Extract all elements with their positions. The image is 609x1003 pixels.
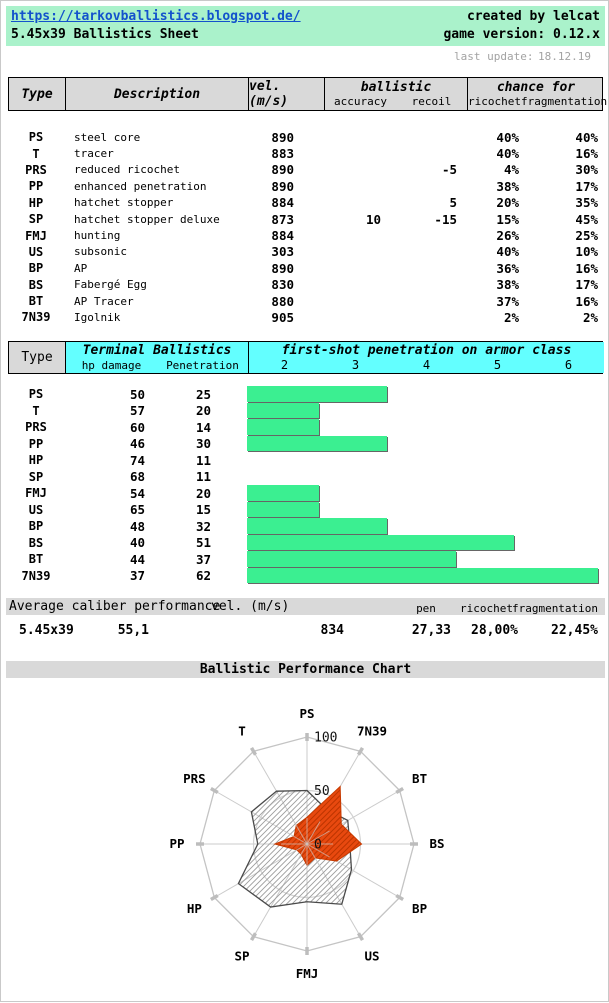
armor-class-numbers [249,359,604,372]
last-update-label: last update: [454,50,534,63]
cell-type: PP [28,436,44,451]
penetration-bar-track [247,386,600,403]
radar-tick-100: 100 [314,730,338,746]
cell-ricochet: 37% [496,293,519,309]
cell-type: BS [28,277,44,292]
cell-hp-damage: 65 [129,502,145,518]
terminal-row [8,551,609,568]
type2-header: Type [21,350,53,365]
cell-description: hatchet stopper deluxe [74,212,220,226]
type-header: Type [21,86,53,102]
cell-vel: 890 [271,162,294,178]
cell-penetration: 20 [195,403,211,419]
cell-vel: 905 [271,309,294,325]
ammo-table-rows [8,129,603,326]
penetration-bar-track [247,403,600,420]
chart-title-band [6,661,605,678]
cell-description: reduced ricochet [74,163,180,177]
average-label: Average caliber performance [9,599,221,614]
cell-hp-damage: 74 [129,452,145,468]
cell-fragmentation: 25% [575,228,598,244]
cell-type: PS [28,387,44,402]
col-type [9,78,65,110]
penetration-bar-track [247,518,600,535]
cell-penetration: 51 [195,535,211,551]
cell-type: 7N39 [21,310,51,325]
terminal-ballistics-header: Terminal Ballistics [82,343,232,358]
cell-vel: 830 [271,277,294,293]
cell-accuracy: 10 [365,211,381,227]
cell-type: HP [28,195,44,210]
cell-description: AP [74,261,88,275]
chance-subheaders [468,95,608,108]
terminal-row [8,568,609,585]
average-performance-values [1,623,609,639]
cell-type: T [32,403,40,418]
penetration-bar [247,436,387,452]
ammo-row [8,260,603,276]
cell-description: AP Tracer [74,294,134,308]
ammo-row [8,129,603,145]
armor-class-6: 6 [564,358,573,372]
cell-description: hunting [74,229,121,243]
penetration-bar-track [247,469,600,486]
cell-fragmentation: 30% [575,162,598,178]
radar-label-SP: SP [234,948,250,964]
cell-ricochet: 4% [503,162,519,178]
terminal-row [8,469,609,486]
cell-fragmentation: 16% [575,146,598,162]
cell-fragmentation: 16% [575,293,598,309]
ammo-row [8,277,603,293]
armor-class-2: 2 [280,358,289,372]
average-fragmentation-label: fragmentation [511,602,599,615]
cell-type: 7N39 [21,568,51,583]
cell-type: HP [28,453,44,468]
cell-penetration: 11 [195,469,211,485]
caliber-value: 5.45x39 [19,623,74,638]
cell-type: BP [28,261,44,276]
penetration-bar-track [247,502,600,519]
ricochet-header: ricochet [468,95,521,108]
cell-description: enhanced penetration [74,179,207,193]
penetration-bar [247,502,319,518]
first-shot-header: first-shot penetration on armor class [281,343,572,358]
cell-ricochet: 40% [496,244,519,260]
ammo-row [8,162,603,178]
cell-hp-damage: 40 [129,535,145,551]
cell-type: BP [28,519,44,534]
cell-ricochet: 38% [496,277,519,293]
cell-recoil: -5 [441,162,457,178]
radar-label-7N39: 7N39 [356,723,388,739]
cell-hp-damage: 57 [129,403,145,419]
radar-tick-0: 0 [314,837,322,853]
radar-chart [1,689,609,1003]
cell-hp-damage: 37 [129,568,145,584]
terminal-subheaders [66,359,248,372]
radar-label-FMJ: FMJ [295,966,319,981]
penetration-bar-track [247,485,600,502]
ammo-row [8,145,603,161]
cell-fragmentation: 16% [575,260,598,276]
armor-class-3: 3 [351,358,360,372]
average-pen-label: pen [416,602,436,615]
cell-vel: 880 [271,293,294,309]
terminal-row [8,419,609,436]
cell-recoil: -15 [434,211,457,227]
penetration-bar-track [247,535,600,552]
ammo-row [8,227,603,243]
average-ricochet-label: ricochet [460,602,513,615]
cell-penetration: 37 [195,551,211,567]
cell-vel: 884 [271,195,294,211]
penetration-bar [247,518,387,534]
cell-ricochet: 36% [496,260,519,276]
terminal-row [8,452,609,469]
penetration-bar-track [247,551,600,568]
avg-hp-value: 55,1 [117,623,149,638]
avg-vel-value: 834 [320,623,344,638]
cell-vel: 884 [271,228,294,244]
ammo-row [8,293,603,309]
sheet-title: 5.45x39 Ballistics Sheet [11,27,199,42]
terminal-row [8,403,609,420]
cell-hp-damage: 68 [129,469,145,485]
cell-description: Igolnik [74,310,121,324]
radar-label-US: US [364,948,380,964]
armor-class-5: 5 [493,358,502,372]
terminal-row [8,485,609,502]
cell-ricochet: 40% [496,129,519,145]
cell-description: hatchet stopper [74,196,174,210]
terminal-row [8,518,609,535]
radar-label-BT: BT [412,771,428,786]
cell-type: BT [28,552,44,567]
cell-fragmentation: 35% [575,195,598,211]
ammo-row [8,195,603,211]
cell-penetration: 14 [195,419,211,435]
cell-fragmentation: 17% [575,178,598,194]
cell-type: PRS [25,420,47,435]
radar-label-PS: PS [299,706,315,721]
cell-type: FMJ [25,486,47,501]
cell-vel: 873 [271,211,294,227]
description-header: Description [113,86,201,102]
ammo-row [8,244,603,260]
cell-ricochet: 38% [496,178,519,194]
cell-hp-damage: 44 [129,551,145,567]
cell-ricochet: 2% [503,309,519,325]
cell-type: SP [28,469,44,484]
radar-tick-50: 50 [314,784,330,799]
avg-fragmentation-value: 22,45% [551,623,598,638]
terminal-row [8,502,609,519]
col-first-shot [248,342,604,373]
cell-description: Fabergé Egg [74,278,147,292]
penetration-bar-track [247,436,600,453]
cell-type: PRS [25,162,47,177]
col-type2 [9,342,65,373]
cell-penetration: 11 [195,452,211,468]
avg-pen-value: 27,33 [411,623,451,638]
header-left [11,8,301,44]
armor-class-4: 4 [422,358,431,372]
ammo-table-header [8,77,608,111]
cell-vel: 890 [271,260,294,276]
penetration-bar-track [247,568,600,585]
ballistic-header: ballistic [360,80,432,95]
cell-fragmentation: 17% [575,277,598,293]
penetration-bar-track [247,452,600,469]
chart-title: Ballistic Performance Chart [199,662,412,677]
cell-type: US [28,502,44,517]
cell-hp-damage: 54 [129,485,145,501]
chance-for-header: chance for [496,80,576,95]
sheet-header [6,6,605,46]
ammo-row [8,178,603,194]
cell-description: subsonic [74,245,127,259]
cell-description: steel core [74,130,141,144]
ammo-row [8,309,603,325]
cell-hp-damage: 48 [129,518,145,534]
cell-hp-damage: 50 [129,386,145,402]
cell-fragmentation: 40% [575,129,598,145]
radar-label-PP: PP [169,836,185,851]
cell-vel: 883 [271,146,294,162]
penetration-bar [247,386,387,402]
penetration-bar [247,551,456,567]
radar-label-BS: BS [429,836,445,851]
header-right [443,8,600,44]
recoil-header: recoil [411,95,452,108]
cell-fragmentation: 45% [575,211,598,227]
penetration-bar [247,485,319,501]
cell-ricochet: 26% [496,228,519,244]
cell-type: BS [28,535,44,550]
sheet-url-link[interactable]: https://tarkovballistics.blogspot.de/ [11,9,301,24]
cell-penetration: 62 [195,568,211,584]
cell-type: FMJ [25,228,47,243]
cell-type: US [28,244,44,259]
penetration-header: Penetration [166,359,239,372]
velocity-header: vel. (m/s) [249,79,289,109]
col-ballistic [324,78,467,110]
terminal-row [8,535,609,552]
cell-penetration: 32 [195,518,211,534]
terminal-row [8,386,609,403]
radar-label-BP: BP [412,901,428,916]
radar-label-T: T [238,723,246,739]
cell-ricochet: 15% [496,211,519,227]
terminal-table-header [8,341,603,374]
ballistic-subheaders [325,95,467,108]
cell-type: BT [28,294,44,309]
cell-hp-damage: 46 [129,436,145,452]
penetration-bar [247,419,319,435]
cell-hp-damage: 60 [129,419,145,435]
average-vel-label: vel. (m/s) [211,599,290,614]
accuracy-header: accuracy [334,95,387,108]
terminal-table-rows [8,386,609,584]
terminal-row [8,436,609,453]
cell-fragmentation: 2% [582,309,598,325]
average-performance-band [6,598,605,615]
col-terminal-ballistics [65,342,248,373]
penetration-bar [247,403,319,419]
cell-vel: 890 [271,178,294,194]
cell-type: T [32,146,40,161]
last-update-line [1,50,609,64]
cell-vel: 890 [271,129,294,145]
game-version: game version: 0.12.x [443,27,600,42]
penetration-bar-track [247,419,600,436]
radar-label-PRS: PRS [183,771,206,786]
cell-type: PP [28,179,44,194]
cell-fragmentation: 10% [575,244,598,260]
ammo-row [8,211,603,227]
cell-type: PS [28,130,44,145]
cell-ricochet: 40% [496,146,519,162]
radar-label-HP: HP [186,901,202,916]
cell-ricochet: 20% [496,195,519,211]
last-update-date: 18.12.19 [538,50,591,63]
cell-penetration: 15 [195,502,211,518]
cell-description: tracer [74,147,114,161]
fragmentation-header: fragmentation [520,95,608,108]
cell-penetration: 20 [195,485,211,501]
penetration-bar [247,535,514,551]
hp-damage-header: hp damage [81,359,142,372]
created-by: created by lelcat [466,9,600,24]
avg-ricochet-value: 28,00% [471,623,518,638]
cell-recoil: 5 [449,195,457,211]
cell-type: SP [28,212,44,227]
col-description [65,78,248,110]
cell-penetration: 25 [195,386,211,402]
cell-vel: 303 [271,244,294,260]
penetration-bar [247,568,598,584]
col-velocity [248,78,324,110]
cell-penetration: 30 [195,436,211,452]
col-chance-for [467,78,608,110]
